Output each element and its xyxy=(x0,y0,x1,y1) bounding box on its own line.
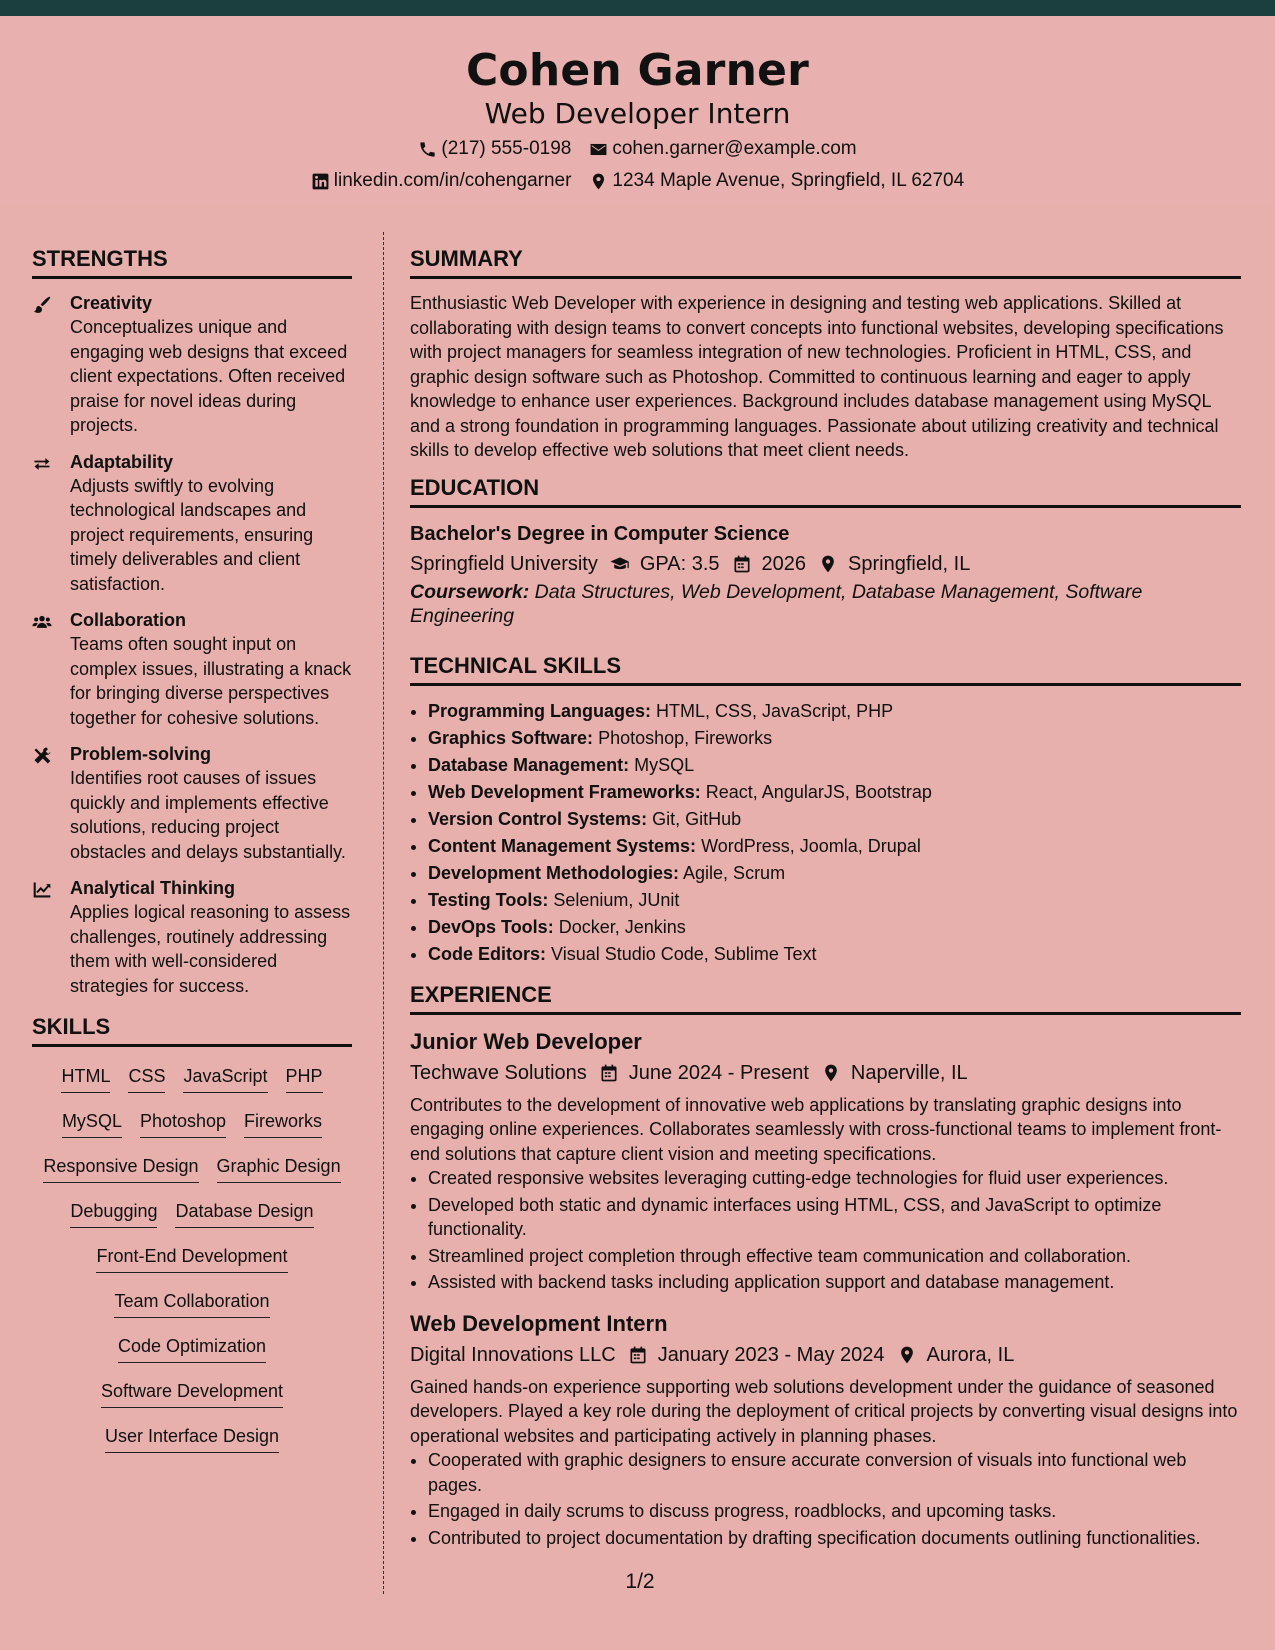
skills-row xyxy=(32,1423,352,1468)
skill-tag: Front-End Development xyxy=(96,1243,287,1273)
degree-name: Bachelor's Degree in Computer Science xyxy=(410,522,790,545)
users-icon xyxy=(32,612,52,632)
job-meta xyxy=(410,1057,1241,1089)
technical-skills-heading: TECHNICAL SKILLS xyxy=(410,651,1241,686)
education-heading: EDUCATION xyxy=(410,473,1241,508)
summary-heading: SUMMARY xyxy=(410,244,1241,279)
experience-heading: EXPERIENCE xyxy=(410,980,1241,1015)
paintbrush-icon xyxy=(32,295,52,315)
job-title: Junior Web Developer xyxy=(410,1028,642,1054)
list-item xyxy=(428,752,1241,779)
skill-values: Visual Studio Code, Sublime Text xyxy=(551,943,817,964)
skill-category: Code Editors: xyxy=(428,943,547,964)
skill-category: Content Management Systems: xyxy=(428,835,697,856)
linkedin-icon xyxy=(311,172,330,191)
skills-row xyxy=(32,1243,352,1288)
envelope-icon xyxy=(589,140,608,159)
strength-item xyxy=(32,291,352,438)
company-name: Techwave Solutions xyxy=(410,1061,587,1084)
tools-icon xyxy=(32,746,52,766)
list-item xyxy=(428,887,1241,914)
skills-row xyxy=(32,1153,352,1198)
skill-tag: Photoshop xyxy=(140,1108,226,1138)
coursework-list: Data Structures, Web Development, Database Management, Software Engineering xyxy=(410,580,1143,627)
map-pin-icon xyxy=(821,1063,841,1083)
list-item xyxy=(428,806,1241,833)
calendar-icon xyxy=(628,1345,648,1365)
exchange-arrows-icon xyxy=(32,454,52,474)
company-name: Digital Innovations LLC xyxy=(410,1343,616,1366)
skill-values: Agile, Scrum xyxy=(683,862,786,883)
skill-values: Selenium, JUnit xyxy=(553,889,680,910)
graduation-year: 2026 xyxy=(761,552,807,575)
summary-text: Enthusiastic Web Developer with experience in designing and testing web applications. Skilled at collaborating with design teams to convert concepts into functional websites, developing specifications with project managers for seamless integration of new technologies. Proficient in HTML, CSS, and graphic design software such as Photoshop. Committed to continuous learning and eager to apply knowledge to enhance user experiences. Background includes database management using MySQL and a strong foundation in programming languages. Passionate about utilizing creativity and technical skills to develop effective web solutions that meet client needs. xyxy=(410,293,1224,460)
skill-tag: Debugging xyxy=(70,1198,157,1228)
skills-cloud xyxy=(32,1059,352,1468)
strength-desc: Adjusts swiftly to evolving technological landscapes and project requirements, ensuring timely deliverables and client satisfaction. xyxy=(70,475,314,594)
job-dates: June 2024 - Present xyxy=(628,1061,809,1084)
school-name: Springfield University xyxy=(410,552,598,575)
phone-text: (217) 555-0198 xyxy=(441,138,572,159)
calendar-icon xyxy=(732,554,752,574)
job-bullets xyxy=(410,1166,1241,1295)
skill-tag: HTML xyxy=(61,1063,110,1093)
skills-row xyxy=(32,1198,352,1243)
right-column xyxy=(410,244,1241,1564)
strength-name: Problem-solving xyxy=(70,744,212,764)
list-item xyxy=(428,725,1241,752)
strengths-heading: STRENGTHS xyxy=(32,244,352,279)
gpa-text: GPA: 3.5 xyxy=(639,552,720,575)
skill-category: Database Management: xyxy=(428,754,630,775)
list-item: • Created responsive websites leveraging cutting-edge technologies for fluid user experiences. xyxy=(428,1166,1241,1191)
strength-name: Analytical Thinking xyxy=(70,878,236,898)
strength-desc: Applies logical reasoning to assess challenges, routinely addressing them with well-considered strategies for success. xyxy=(70,902,351,996)
linkedin-contact xyxy=(311,166,572,196)
education-meta xyxy=(410,548,1241,580)
map-pin-icon xyxy=(897,1345,917,1365)
skill-values: WordPress, Joomla, Drupal xyxy=(701,835,921,856)
strength-name: Adaptability xyxy=(70,451,174,472)
skills-heading: SKILLS xyxy=(32,1012,352,1047)
skill-category: Testing Tools: xyxy=(428,889,549,910)
line-chart-icon xyxy=(32,880,52,900)
linkedin-text: linkedin.com/in/cohengarner xyxy=(333,170,572,191)
job-entry xyxy=(410,1027,1241,1295)
skill-category: Web Development Frameworks: xyxy=(428,781,701,802)
skills-row xyxy=(32,1378,352,1423)
skill-tag: CSS xyxy=(128,1063,165,1093)
skill-tag: Graphic Design xyxy=(217,1153,341,1183)
coursework-label: Coursework: xyxy=(410,580,530,603)
list-item xyxy=(428,860,1241,887)
job-meta xyxy=(410,1339,1241,1371)
job-description: Contributes to the development of innovative web applications by translating graphic designs into engaging online experiences. Collaborates seamlessly with cross-functional teams to implement front-end solutions that capture client vision and meeting specifications. xyxy=(410,1094,1222,1164)
strength-item xyxy=(32,608,352,730)
list-item xyxy=(428,914,1241,941)
map-pin-icon xyxy=(818,554,838,574)
strength-desc: Identifies root causes of issues quickly and implements effective solutions, reducing project obstacles and delays substantially. xyxy=(70,768,346,862)
list-item xyxy=(428,779,1241,806)
list-item xyxy=(428,833,1241,860)
phone-contact xyxy=(418,134,571,164)
strength-item xyxy=(32,876,352,998)
strength-item xyxy=(32,450,352,597)
skills-row xyxy=(32,1108,352,1153)
job-bullets xyxy=(410,1448,1241,1550)
skill-values: MySQL xyxy=(634,754,695,775)
coursework xyxy=(410,580,1241,629)
contact-line-1 xyxy=(0,134,1275,164)
skill-tag: MySQL xyxy=(62,1108,122,1138)
strength-name: Collaboration xyxy=(70,610,186,630)
skill-values: Git, GitHub xyxy=(652,808,742,829)
column-divider xyxy=(383,232,384,1594)
list-item: • Streamlined project completion through effective team communication and collaboration. xyxy=(428,1244,1241,1269)
candidate-title: Web Developer Intern xyxy=(484,97,791,130)
skill-tag: PHP xyxy=(286,1063,323,1093)
skill-tag: Code Optimization xyxy=(118,1333,266,1363)
top-accent-bar xyxy=(0,0,1275,16)
skill-tag: Software Development xyxy=(101,1378,283,1408)
left-column xyxy=(32,244,352,1468)
skill-values: Photoshop, Fireworks xyxy=(598,727,773,748)
skill-category: Version Control Systems: xyxy=(428,808,648,829)
strength-desc: Teams often sought input on complex issues, illustrating a knack for bringing diverse perspectives together for cohesive solutions. xyxy=(70,634,352,728)
job-title: Web Development Intern xyxy=(410,1310,668,1336)
strength-desc: Conceptualizes unique and engaging web designs that exceed client expectations. Often received praise for novel ideas during projects. xyxy=(70,317,348,435)
strength-item xyxy=(32,742,352,864)
skills-row xyxy=(32,1063,352,1108)
job-entry xyxy=(410,1309,1241,1551)
list-item: • Assisted with backend tasks including application support and database management. xyxy=(428,1270,1241,1295)
graduation-cap-icon xyxy=(610,554,630,574)
job-dates: January 2023 - May 2024 xyxy=(657,1343,885,1366)
skill-category: Graphics Software: xyxy=(428,727,594,748)
list-item: • Cooperated with graphic designers to ensure accurate conversion of visuals into functional web pages. xyxy=(428,1448,1241,1497)
list-item xyxy=(428,698,1241,725)
skill-category: DevOps Tools: xyxy=(428,916,554,937)
address-text: 1234 Maple Avenue, Springfield, IL 62704 xyxy=(612,170,965,191)
email-contact xyxy=(589,134,856,164)
skill-category: Programming Languages: xyxy=(428,700,652,721)
school-location: Springfield, IL xyxy=(848,552,971,575)
skill-category: Development Methodologies: xyxy=(428,862,680,883)
list-item: • Engaged in daily scrums to discuss progress, roadblocks, and upcoming tasks. xyxy=(428,1499,1241,1524)
skill-values: HTML, CSS, JavaScript, PHP xyxy=(656,700,894,721)
skill-values: React, AngularJS, Bootstrap xyxy=(705,781,932,802)
skill-tag: User Interface Design xyxy=(105,1423,279,1453)
page-number: 1/2 xyxy=(625,1570,655,1593)
candidate-name: Cohen Garner xyxy=(465,45,810,96)
skill-values: Docker, Jenkins xyxy=(558,916,686,937)
skills-row xyxy=(32,1288,352,1333)
skill-tag: Fireworks xyxy=(244,1108,322,1138)
skills-row xyxy=(32,1333,352,1378)
email-text: cohen.garner@example.com xyxy=(612,138,857,159)
skill-tag: Team Collaboration xyxy=(114,1288,269,1318)
job-description: Gained hands-on experience supporting web solutions development under the guidance of seasoned developers. Played a key role during the deployment of critical projects by converting visual designs into operational websites and participating actively in planning phases. xyxy=(410,1376,1238,1446)
skill-tag: Database Design xyxy=(175,1198,313,1228)
list-item: • Developed both static and dynamic interfaces using HTML, CSS, and JavaScript to optimize functionality. xyxy=(428,1193,1241,1242)
strength-name: Creativity xyxy=(70,293,153,313)
map-pin-icon xyxy=(589,172,608,191)
phone-icon xyxy=(418,140,437,159)
skill-tag: Responsive Design xyxy=(43,1153,198,1183)
technical-skills-list xyxy=(410,698,1241,968)
skill-tag: JavaScript xyxy=(183,1063,267,1093)
list-item: • Contributed to project documentation by drafting specification documents outlining functionalities. xyxy=(428,1526,1241,1551)
contact-line-2 xyxy=(0,166,1275,196)
job-location: Aurora, IL xyxy=(926,1343,1015,1366)
job-location: Naperville, IL xyxy=(850,1061,968,1084)
resume-header xyxy=(0,16,1275,204)
list-item xyxy=(428,941,1241,968)
address-contact xyxy=(589,166,964,196)
calendar-icon xyxy=(599,1063,619,1083)
